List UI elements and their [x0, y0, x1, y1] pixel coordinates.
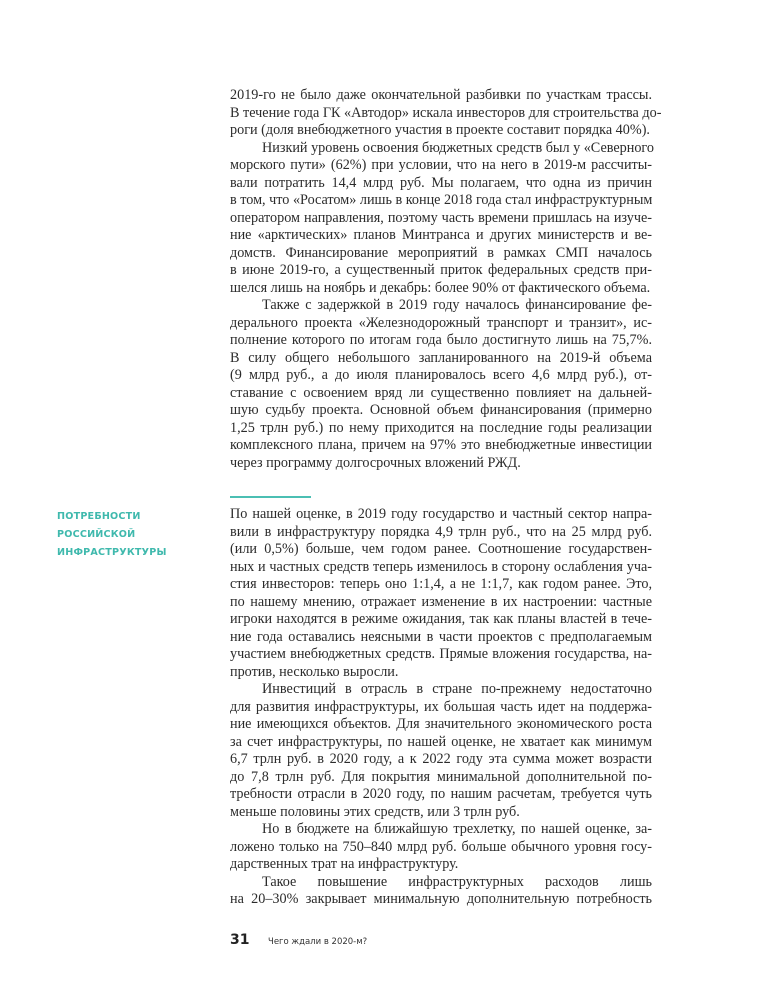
text-line: Но в бюджете на ближайшую трехлетку, по нашей оценке, за- — [262, 821, 652, 837]
text-line: для развития инфраструктуры, их большая часть идет на поддержа- — [230, 698, 652, 715]
paragraph — [230, 297, 652, 472]
text-line: ложено только на 750–840 млрд руб. больше обычного уровня госу- — [230, 838, 652, 855]
text-line: 1,25 трлн руб.) по нему приходится на последние годы реализации — [230, 419, 652, 436]
text-line: оператором направления, поэтому часть времени пришлась на изуче- — [230, 209, 652, 226]
text-line: полнение которого по итогам года было достигнуто лишь на 75,7%. — [230, 332, 652, 348]
text-line: Такое повышение инфраструктурных расходов лишь — [262, 873, 652, 890]
text-line: вали потратить 14,4 млрд руб. Мы полагаем, что одна из причин — [230, 174, 652, 191]
sidebar-heading-line: ПОТРЕБНОСТИ — [57, 511, 141, 522]
text-line: ных и частных средств теперь изменилось в сторону ослабления уча- — [230, 558, 652, 575]
text-line: требности отрасли в 2020 году, по нашим расчетам, требуется чуть — [230, 786, 652, 802]
paragraph — [230, 506, 652, 681]
text-line: вили в инфраструктуру порядка 4,9 трлн руб., что на 25 млрд руб. — [230, 523, 652, 540]
text-line: участием внебюджетных средств. Прямые вложения государства, на- — [230, 646, 652, 662]
text-line: Также с задержкой в 2019 году началось финансирование фе- — [262, 297, 652, 313]
text-line: за счет инфраструктуры, по нашей оценке, не хватает как минимум — [230, 733, 652, 750]
text-line: в июне 2019-го, а существенный приток федеральных средств при- — [230, 262, 652, 278]
text-line: 6,7 трлн руб. в 2020 году, а к 2022 году эта сумма может возрасти — [230, 751, 652, 767]
section-divider — [230, 496, 311, 498]
text-line: домств. Финансирование мероприятий в рамках СМП началось — [230, 244, 652, 261]
paragraph — [230, 681, 652, 821]
sidebar-heading — [57, 508, 167, 562]
text-line: шелся лишь на ноябрь и декабрь: более 90% от фактического объема. — [230, 279, 651, 296]
text-line: меньше половины этих средств, или 3 трлн руб. — [230, 803, 520, 820]
text-line: 2019-го не было даже окончательной разбивки по участкам трассы. — [230, 87, 652, 103]
text-line: ние «арктических» планов Минтранса и других министерств и ве- — [230, 227, 652, 243]
text-line: игроки находятся в режиме ожидания, так как планы властей в тече- — [230, 611, 652, 627]
page-footer — [230, 929, 367, 948]
paragraph — [230, 87, 662, 140]
text-line: шую судьбу проекта. Основной объем финансирования (примерно — [230, 402, 652, 418]
page-number: 31 — [230, 932, 250, 948]
text-line: ние года оставались неясными в части проектов с предполагаемым — [230, 628, 652, 645]
text-line: (9 млрд руб., а до июля планировалось всего 4,6 млрд руб.), от- — [230, 367, 652, 383]
text-line: Инвестиций в отрасль в стране по-прежнему недостаточно — [262, 681, 652, 697]
text-line: ние имеющихся объектов. Для значительного экономического роста — [230, 716, 652, 732]
body-text-section-2 — [230, 506, 652, 909]
text-line: комплексного плана, причем на 97% это внебюджетные инвестиции — [230, 437, 652, 453]
text-line: по нашему мнению, отражает изменение в их настроении: частные — [230, 593, 652, 610]
running-title: Чего ждали в 2020-м? — [268, 937, 368, 947]
text-line: через программу долгосрочных вложений РЖД. — [230, 454, 521, 471]
text-line: морского пути» (62%) при условии, что на него в 2019-м рассчиты- — [230, 157, 652, 173]
text-line: до 7,8 трлн руб. Для покрытия минимальной дополнительной по- — [230, 768, 652, 785]
text-line: В силу общего небольшого запланированного на 2019-й объема — [230, 349, 652, 366]
text-line: ставание с освоением вряд ли существенно повлияет на дальней- — [230, 384, 652, 401]
text-line: Низкий уровень освоения бюджетных средств был у «Северного — [262, 139, 654, 156]
body-text-section-1 — [230, 87, 662, 472]
sidebar-heading-line: РОССИЙСКОЙ — [57, 529, 136, 540]
text-line: на 20–30% закрывает минимальную дополнительную потребность — [230, 891, 652, 907]
text-line: (или 0,5%) больше, чем годом ранее. Соотношение государствен- — [230, 541, 652, 557]
text-line: против, несколько выросли. — [230, 663, 399, 680]
text-line: стия инвесторов: теперь оно 1:1,4, а не 1:1,7, как годом ранее. Это, — [230, 576, 652, 592]
text-line: В течение года ГК «Автодор» искала инвесторов для строительства до- — [230, 104, 662, 121]
paragraph — [230, 874, 652, 909]
paragraph — [230, 821, 652, 874]
paragraph — [230, 140, 652, 298]
text-line: дерального проекта «Железнодорожный транспорт и транзит», ис- — [230, 314, 652, 331]
text-line: в том, что «Росатом» лишь в конце 2018 года стал инфраструктурным — [230, 192, 653, 208]
text-line: По нашей оценке, в 2019 году государство и частный сектор напра- — [230, 506, 652, 522]
sidebar-heading-line: ИНФРАСТРУКТУРЫ — [57, 547, 167, 558]
text-line: роги (доля внебюджетного участия в проекте составит порядка 40%). — [230, 122, 650, 138]
text-line: дарственных трат на инфраструктуру. — [230, 856, 459, 872]
